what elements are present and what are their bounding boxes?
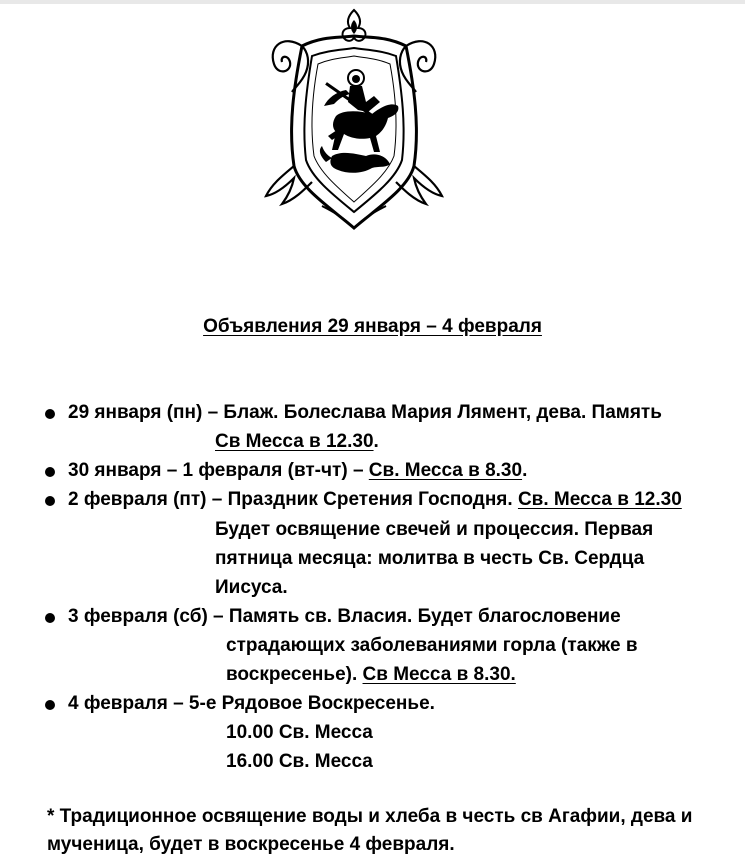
item-1-mass-tail: . bbox=[373, 431, 379, 452]
item-3-head-text: 2 февраля (пт) – Праздник Сретения Господня. bbox=[68, 489, 518, 510]
item-2-mass-link: Св. Месса в 8.30 bbox=[368, 460, 523, 481]
page-title bbox=[0, 316, 745, 338]
top-border bbox=[0, 0, 745, 4]
item-3-mass-link: Св. Месса в 12.30 bbox=[517, 489, 682, 510]
item-4-line-1: страдающих заболеваниями горла (также в bbox=[226, 635, 638, 656]
bullet-icon bbox=[45, 409, 55, 419]
item-3-line-3: Иисуса. bbox=[215, 577, 288, 598]
item-5-line-1: 10.00 Св. Месса bbox=[226, 722, 373, 743]
item-5-line-2: 16.00 Св. Месса bbox=[226, 751, 373, 772]
item-4-line-2-text: воскресенье). bbox=[226, 664, 363, 685]
item-1-mass-line bbox=[215, 428, 379, 456]
footnote: * Традиционное освящение воды и хлеба в честь св Агафии, дева и мученица, будет в воскресенье 4 февраля. bbox=[47, 806, 693, 855]
item-4-mass-link: Св Месса в 8.30. bbox=[362, 664, 516, 685]
item-2-head bbox=[68, 457, 527, 485]
item-4-head: 3 февраля (сб) – Память св. Власия. Будет благословение bbox=[68, 606, 621, 627]
item-1-head: 29 января (пн) – Блаж. Болеслава Мария Лямент, дева. Память bbox=[68, 402, 662, 423]
bullet-icon bbox=[45, 467, 55, 477]
item-3-line-1: Будет освящение свечей и процессия. Первая bbox=[215, 519, 654, 540]
item-3-head bbox=[68, 486, 682, 514]
item-1-mass-link: Св Месса в 12.30 bbox=[215, 431, 374, 452]
bullet-icon bbox=[45, 496, 55, 506]
item-2-head-text: 30 января – 1 февраля (вт-чт) – bbox=[68, 460, 369, 481]
item-3-line-2: пятница месяца: молитва в честь Св. Сердца bbox=[215, 548, 645, 569]
item-5-head: 4 февраля – 5-е Рядовое Воскресенье. bbox=[68, 693, 435, 714]
coat-of-arms-emblem bbox=[262, 6, 446, 234]
page-title-text: Объявления 29 января – 4 февраля bbox=[203, 316, 542, 337]
bullet-icon bbox=[45, 613, 55, 623]
bullet-icon bbox=[45, 700, 55, 710]
item-4-line-2 bbox=[226, 661, 516, 689]
item-2-head-tail: . bbox=[522, 460, 528, 481]
